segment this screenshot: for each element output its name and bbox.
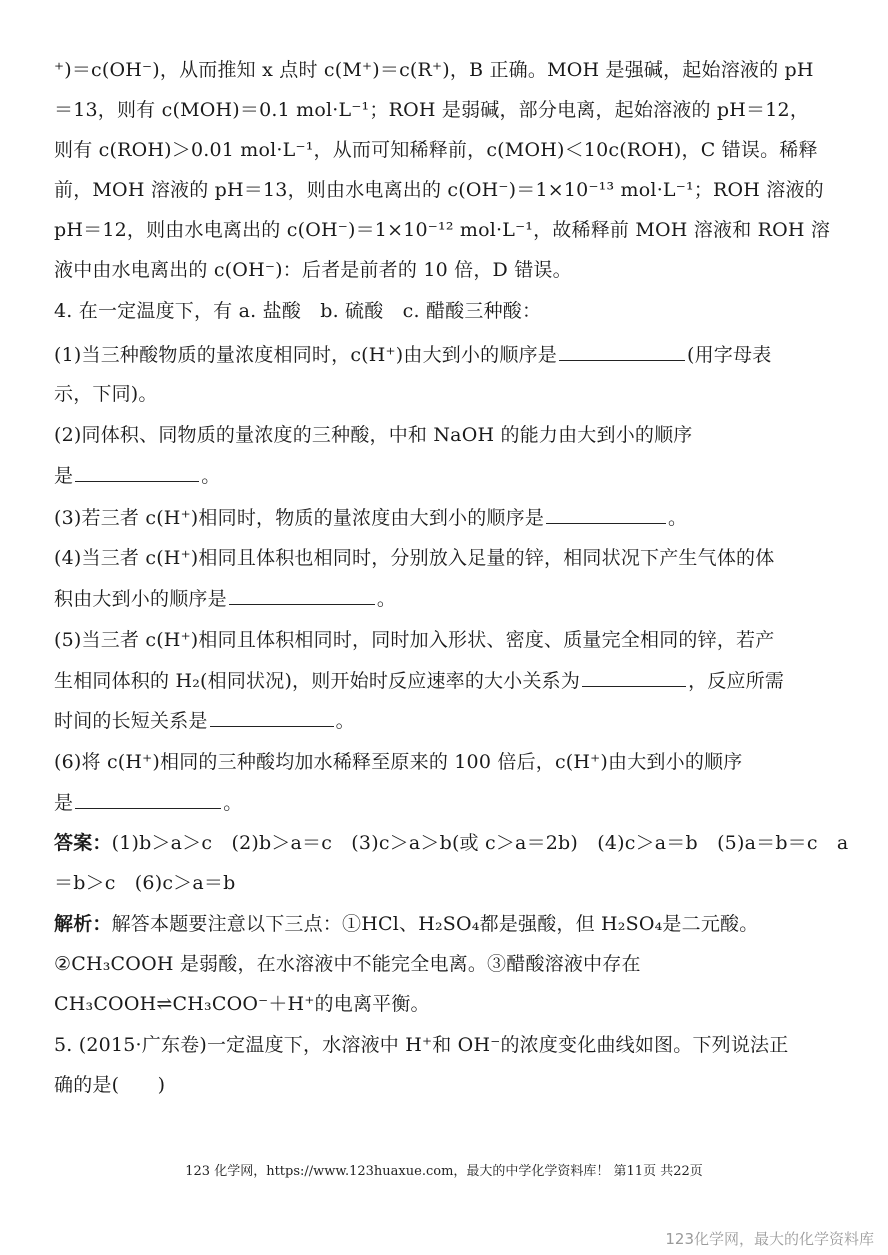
analysis-line-2: ②CH₃COOH 是弱酸，在水溶液中不能完全电离。③醋酸溶液中存在 — [54, 953, 641, 975]
question-4-4: (4)当三者 c(H⁺)相同且体积也相同时，分别放入足量的锌，相同状况下产生气体的体 — [54, 547, 775, 569]
question-4-5-cont2: 时间的长短关系是 。 — [54, 706, 838, 735]
answer-blank-6[interactable] — [75, 788, 221, 809]
answer-blank-4[interactable] — [229, 584, 375, 605]
question-4-1: (1)当三种酸物质的量浓度相同时，c(H⁺)由大到小的顺序是 (用字母表 — [54, 340, 838, 369]
text-line-2: ＝13，则有 c(MOH)＝0.1 mol·L⁻¹；ROH 是弱碱，部分电离，起始溶液的 pH＝12， — [54, 99, 810, 121]
question-4-3: (3)若三者 c(H⁺)相同时，物质的量浓度由大到小的顺序是 。 — [54, 503, 838, 532]
text-line-6: 液中由水电离出的 c(OH⁻)：后者是前者的 10 倍，D 错误。 — [54, 259, 572, 281]
answer-line: 答案：(1)b＞a＞c (2)b＞a＝c (3)c＞a＞b(或 c＞a＝2b) (4)c＞a＝b (5)a＝b＝c a — [54, 832, 849, 854]
analysis-label: 解析： — [54, 913, 112, 935]
text-line-3: 则有 c(ROH)＞0.01 mol·L⁻¹，从而可知稀释前，c(MOH)＜10c(ROH)，C 错误。稀释 — [54, 139, 818, 161]
analysis-line: 解析：解答本题要注意以下三点：①HCl、H₂SO₄都是强酸，但 H₂SO₄是二元酸。 — [54, 913, 759, 935]
text-line-4: 前，MOH 溶液的 pH＝13，则由水电离出的 c(OH⁻)＝1×10⁻¹³ mol·L⁻¹；ROH 溶液的 — [54, 179, 824, 201]
question-4-5: (5)当三者 c(H⁺)相同且体积相同时，同时加入形状、密度、质量完全相同的锌，若产 — [54, 629, 775, 651]
answer-blank-5a[interactable] — [582, 666, 686, 687]
analysis-line-3: CH₃COOH⇌CH₃COO⁻＋H⁺的电离平衡。 — [54, 993, 430, 1015]
text-line-1: ⁺)＝c(OH⁻)，从而推知 x 点时 c(M⁺)＝c(R⁺)，B 正确。MOH 是强碱，起始溶液的 pH — [54, 59, 814, 81]
answer-line-2: ＝b＞c (6)c＞a＝b — [54, 872, 236, 894]
question-5-title: 5. (2015·广东卷)一定温度下，水溶液中 H⁺和 OH⁻的浓度变化曲线如图。下列说法正 — [54, 1034, 789, 1056]
question-4-2: (2)同体积、同物质的量浓度的三种酸，中和 NaOH 的能力由大到小的顺序 — [54, 424, 693, 446]
answer-blank-3[interactable] — [546, 503, 666, 524]
page-footer: 123 化学网，https://www.123huaxue.com，最大的中学化学资料库！ 第11页 共22页 — [185, 1164, 703, 1179]
question-5-title-cont: 确的是( ) — [54, 1074, 166, 1096]
question-4-6-cont: 是 。 — [54, 788, 838, 817]
question-4-title: 4. 在一定温度下，有 a. 盐酸 b. 硫酸 c. 醋酸三种酸： — [54, 300, 542, 322]
watermark: 123化学网，最大的化学资料库 — [665, 1230, 874, 1248]
question-4-5-cont: 生相同体积的 H₂(相同状况)，则开始时反应速率的大小关系为 ，反应所需 — [54, 666, 838, 695]
answer-blank-1[interactable] — [559, 340, 685, 361]
question-4-6: (6)将 c(H⁺)相同的三种酸均加水稀释至原来的 100 倍后，c(H⁺)由大到小的顺序 — [54, 751, 743, 773]
question-4-4-cont: 积由大到小的顺序是 。 — [54, 584, 838, 613]
answer-label: 答案： — [54, 832, 112, 854]
answer-blank-5b[interactable] — [210, 706, 334, 727]
question-4-2-cont: 是 。 — [54, 461, 838, 490]
text-line-5: pH＝12，则由水电离出的 c(OH⁻)＝1×10⁻¹² mol·L⁻¹，故稀释前 MOH 溶液和 ROH 溶 — [54, 219, 831, 241]
answer-blank-2[interactable] — [75, 461, 199, 482]
question-4-1-cont: 示，下同)。 — [54, 383, 158, 405]
